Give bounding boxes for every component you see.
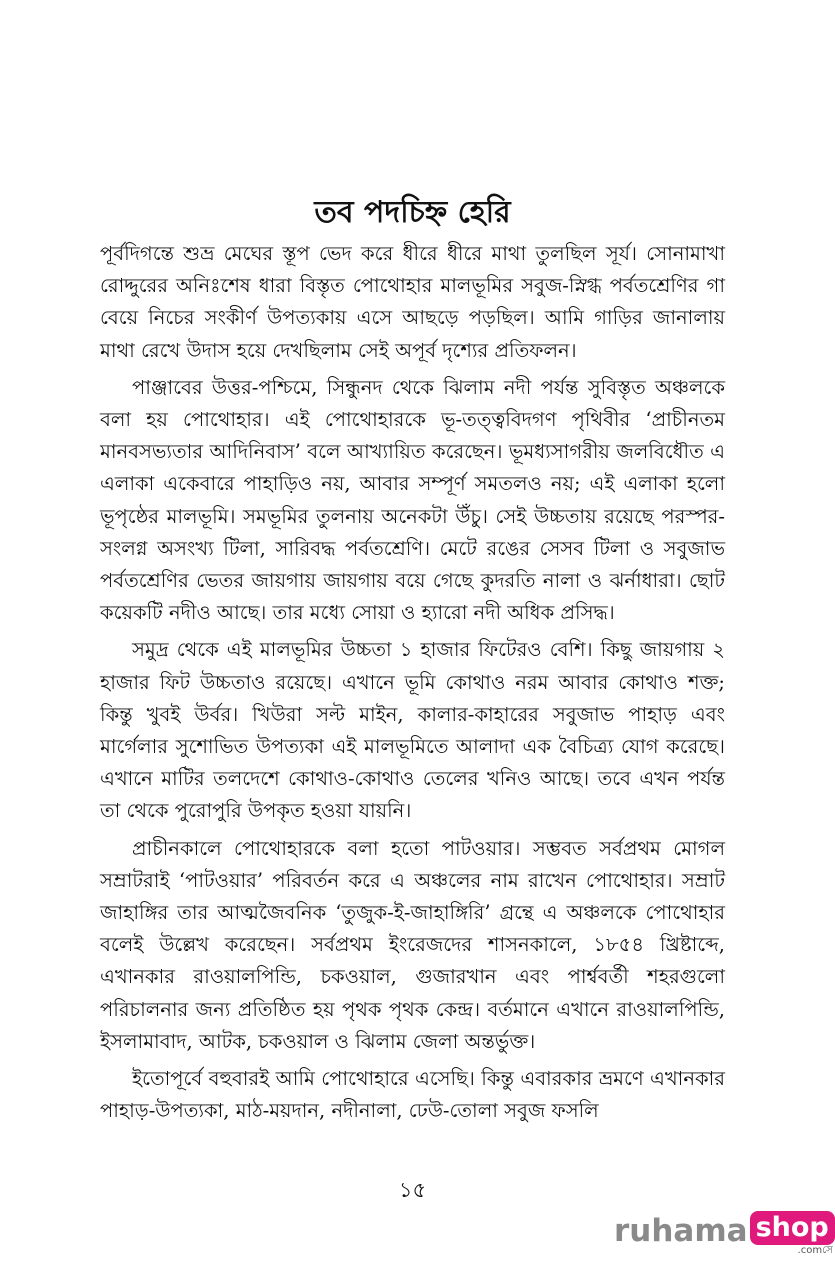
paragraph-2: পাঞ্জাবের উত্তর-পশ্চিমে, সিন্ধুনদ থেকে ঝিলাম নদী পর্যন্ত সুবিস্তৃত অঞ্চলকে বলা হয় পোথোহার। এই পোথোহারকে ভূ-তত্ত্ববিদগণ পৃথিবীর ‘প্রাচীনতম মানবসভ্যতার আদিনিবাস’ বলে আখ্যায়িত করেছেন। ভূমধ্যসাগরীয় জলবিধৌত এ এলাকা একেবারে পাহাড়িও নয়, আবার সম্পূর্ণ সমতলও নয়; এই এলাকা হলো ভূপৃষ্ঠের মালভূমি। সমভূমির তুলনায় অনেকটা উঁচু। সেই উচ্চতায় রয়েছে পরস্পর-সংলগ্ন অসংখ্য টিলা, সারিবদ্ধ পর্বতশ্রেণি। মেটে রঙের সেসব টিলা ও সবুজাভ পর্বতশ্রেণির ভেতর জায়গায় জায়গায় বয়ে গেছে কুদরতি নালা ও ঝর্নাধারা। ছোট কয়েকটি নদীও আছে। তার মধ্যে সোয়া ও হ্যারো নদী অধিক প্রসিদ্ধ। bbox=[100, 375, 725, 625]
paragraph-5: ইতোপূর্বে বহুবারই আমি পোথোহারে এসেছি। কিন্তু এবারকার ভ্রমণে এখানকার পাহাড়-উপত্যকা, মাঠ-ময়দান, নদীনালা, ঢেউ-তোলা সবুজ ফসলি bbox=[100, 1067, 725, 1123]
logo-left-text: ruhama bbox=[614, 1213, 748, 1249]
logo-right-text: shop bbox=[750, 1211, 835, 1245]
logo-right-box bbox=[750, 1211, 835, 1256]
paragraph-3: সমুদ্র থেকে এই মালভূমির উচ্চতা ১ হাজার ফিটেরও বেশি। কিছু জায়গায় ২ হাজার ফিট উচ্চতাও রয়েছে। এখানে ভূমি কোথাও নরম আবার কোথাও শক্ত; কিন্তু খুবই উর্বর। খিউরা সল্ট মাইন, কালার-কাহারের সবুজাভ পাহাড় এবং মার্গেলার সুশোভিত উপত্যকা এই মালভূমিতে আলাদা এক বৈচিত্র্য যোগ করেছে। এখানে মাটির তলদেশে কোথাও-কোথাও তেলের খনিও আছে। তবে এখন পর্যন্ত তা থেকে পুরোপুরি উপকৃত হওয়া যায়নি। bbox=[100, 638, 725, 823]
page-number: ১৫ bbox=[398, 1178, 427, 1202]
logo-suffix: .comসে bbox=[797, 1245, 833, 1256]
chapter-title: তব পদচিহ্ন হেরি bbox=[314, 195, 511, 230]
paragraph-1: পূর্বদিগন্তে শুভ্র মেঘের স্তূপ ভেদ করে ধীরে ধীরে মাথা তুলছিল সূর্য। সোনামাখা রোদ্দুরের অনিঃশেষ ধারা বিস্তৃত পোথোহার মালভূমির সবুজ-স্নিগ্ধ পর্বতশ্রেণির গা বেয়ে নিচের সংকীর্ণ উপত্যকায় এসে আছড়ে পড়ছিল। আমি গাড়ির জানালায় মাথা রেখে উদাস হয়ে দেখছিলাম সেই অপূর্ব দৃশ্যের প্রতিফলন। bbox=[100, 242, 725, 362]
paragraph-4: প্রাচীনকালে পোথোহারকে বলা হতো পাটওয়ার। সম্ভবত সর্বপ্রথম মোগল সম্রাটরাই ‘পাটওয়ার’ পরিবর্তন করে এ অঞ্চলের নাম রাখেন পোথোহার। সম্রাট জাহাঙ্গির তার আত্মজৈবনিক ‘তুজুক-ই-জাহাঙ্গিরি’ গ্রন্থে এ অঞ্চলকে পোথোহার বলেই উল্লেখ করেছেন। সর্বপ্রথম ইংরেজদের শাসনকালে, ১৮৫৪ খ্রিষ্টাব্দে, এখানকার রাওয়ালপিন্ডি, চকওয়াল, গুজারখান এবং পার্শ্ববর্তী শহরগুলো পরিচালনার জন্য প্রতিষ্ঠিত হয় পৃথক পৃথক কেন্দ্র। বর্তমানে এখানে রাওয়ালপিন্ডি, ইসলামাবাদ, আটক, চকওয়াল ও ঝিলাম জেলা অন্তর্ভুক্ত। bbox=[100, 836, 725, 1053]
body-text bbox=[100, 238, 725, 1132]
ruhamashop-logo bbox=[614, 1211, 835, 1255]
